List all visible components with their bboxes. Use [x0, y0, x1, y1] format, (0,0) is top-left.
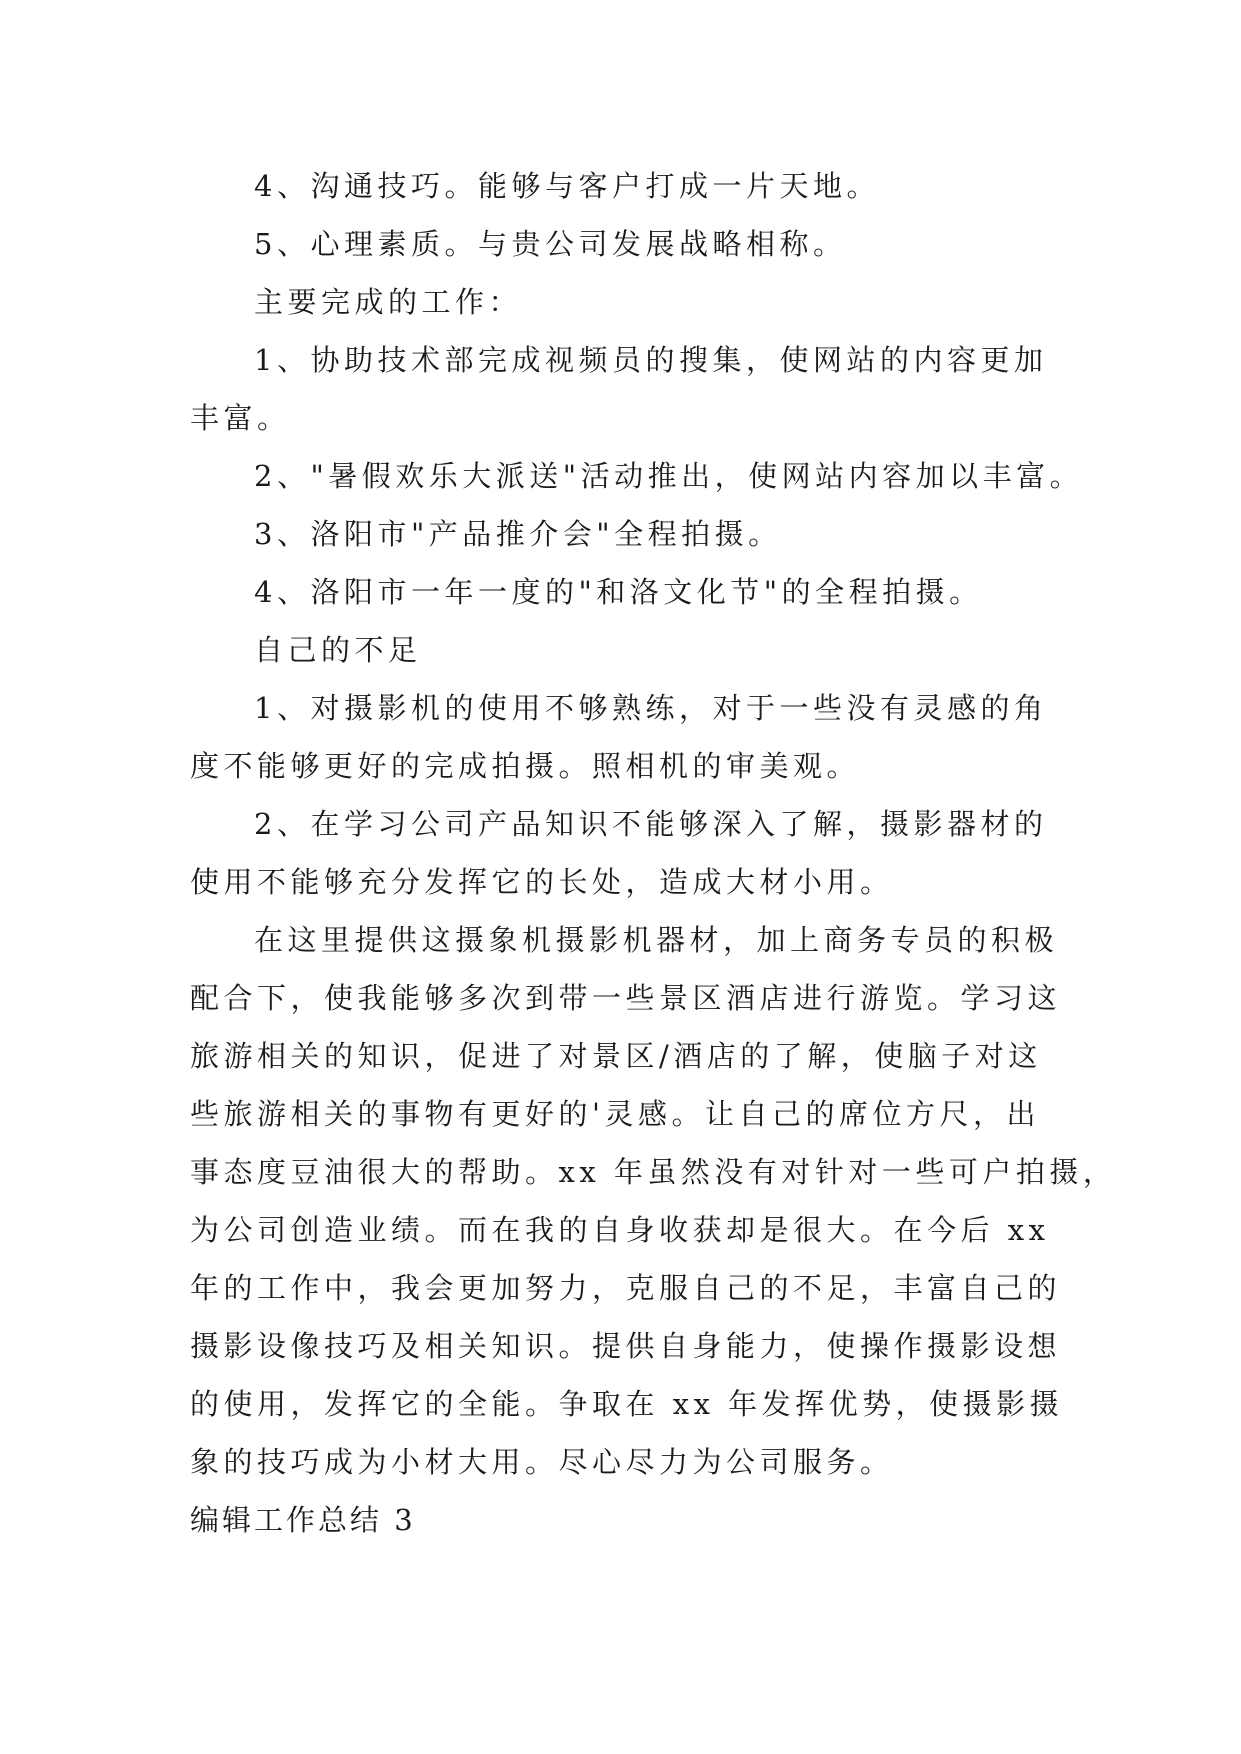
- paragraph-line: 些旅游相关的事物有更好的'灵感。让自己的席位方尺，出: [190, 1097, 1040, 1131]
- paragraph-line: 5、心理素质。与贵公司发展战略相称。: [254, 227, 847, 261]
- paragraph-line: 象的技巧成为小材大用。尽心尽力为公司服务。: [190, 1445, 894, 1479]
- paragraph-line: 摄影设像技巧及相关知识。提供自身能力，使操作摄影设想: [190, 1329, 1062, 1363]
- paragraph-line: 配合下，使我能够多次到带一些景区酒店进行游览。学习这: [190, 981, 1062, 1015]
- paragraph-line: 年的工作中，我会更加努力，克服自己的不足，丰富自己的: [190, 1271, 1062, 1305]
- paragraph-line: 3、洛阳市"产品推介会"全程拍摄。: [254, 517, 782, 551]
- paragraph-line: 在这里提供这摄象机摄影机器材，加上商务专员的积极: [254, 923, 1059, 957]
- paragraph-line: 2、"暑假欢乐大派送"活动推出，使网站内容加以丰富。: [254, 459, 1084, 493]
- paragraph-line: 为公司创造业绩。而在我的自身收获却是很大。在今后 xx: [190, 1213, 1050, 1247]
- next-section-title: 编辑工作总结 3: [190, 1503, 416, 1537]
- paragraph-line: 1、对摄影机的使用不够熟练，对于一些没有灵感的角: [254, 691, 1048, 725]
- paragraph-line: 4、沟通技巧。能够与客户打成一片天地。: [254, 169, 880, 203]
- paragraph-line: 丰富。: [190, 401, 291, 435]
- paragraph-line: 1、协助技术部完成视频员的搜集，使网站的内容更加: [254, 343, 1048, 377]
- paragraph-line: 使用不能够充分发挥它的长处，造成大材小用。: [190, 865, 894, 899]
- paragraph-line: 的使用，发挥它的全能。争取在 xx 年发挥优势，使摄影摄: [190, 1387, 1064, 1421]
- paragraph-line: 4、洛阳市一年一度的"和洛文化节"的全程拍摄。: [254, 575, 983, 609]
- paragraph-line: 度不能够更好的完成拍摄。照相机的审美观。: [190, 749, 861, 783]
- section-heading: 主要完成的工作：: [254, 285, 523, 319]
- paragraph-line: 2、在学习公司产品知识不能够深入了解，摄影器材的: [254, 807, 1048, 841]
- section-heading: 自己的不足: [254, 633, 422, 667]
- paragraph-line: 旅游相关的知识，促进了对景区/酒店的了解，使脑子对这: [190, 1039, 1042, 1073]
- paragraph-line: 事态度豆油很大的帮助。xx 年虽然没有对针对一些可户拍摄，: [190, 1155, 1117, 1189]
